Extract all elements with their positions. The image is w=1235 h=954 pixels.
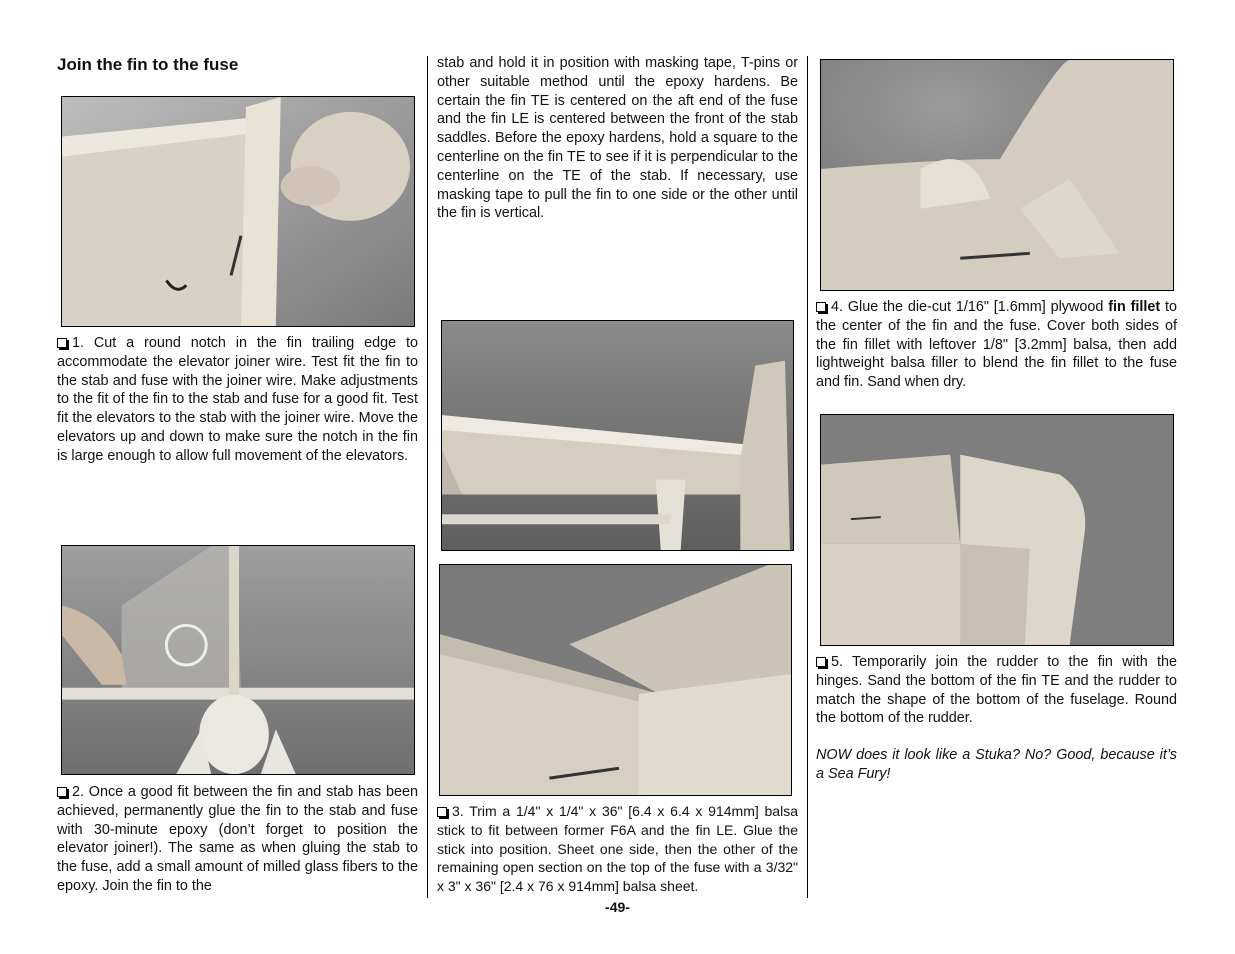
photo-rudder (820, 414, 1174, 646)
photo-fin-fillet (820, 59, 1174, 291)
photo-fin-notch (61, 96, 415, 327)
photo-balsa-stick (439, 564, 792, 796)
column-rule-right (807, 56, 808, 898)
step-2-continued-text: stab and hold it in position with masking tape, T-pins or other suitable method until the epoxy hardens. Be certain the fin TE is centered on the aft end of the fuse and the fin LE is centered between the front of the stab saddles. Before the epoxy hardens, hold a square to the centerline on the fin TE to see if it is perpendicular to the centerline on the TE of the stab. If necessary, use masking tape to pull the fin to one side or the other until the fin is vertical. (437, 55, 798, 222)
step-2-text: 2. Once a good fit between the fin and stab has been achieved, permanently glue the fin to the stab and fuse with 30-minute epoxy (don’t forget to position the elevator joiner!). The same as when gluing the stab to the fuse, add a small amount of milled glass fibers to the epoxy. Join the fin to the (57, 784, 418, 894)
closing-note: NOW does it look like a Stuka? No? Good, because it’s a Sea Fury! (816, 747, 1177, 782)
photo-fuse-side (441, 320, 794, 551)
checkbox-icon[interactable] (57, 338, 67, 348)
step-1-text: 1. Cut a round notch in the fin trailing edge to accommodate the elevator joiner wire. Test fit the fin to the stab and fuse with the joiner wire. Make adjustments to the fit of the fin to the stab and fuse for a good fit. Test fit the elevators to the stab with the joiner wire. Move the elevators up and down to make sure the notch in the fin is large enough to allow full movement of the elevators. (57, 335, 418, 464)
checkbox-icon[interactable] (437, 807, 447, 817)
step-3-text: 3. Trim a 1/4" x 1/4" x 36" [6.4 x 6.4 x 914mm] balsa stick to fit between former F6A and the fin LE. Glue the stick into position. Sheet one side, then the other of the remaining open section on the top of the fuse with a 3/32" x 3" x 36" [2.4 x 76 x 914mm] balsa sheet. (437, 803, 798, 895)
column-rule-left (427, 56, 428, 898)
checkbox-icon[interactable] (57, 787, 67, 797)
checkbox-icon[interactable] (816, 657, 826, 667)
step-5-text: 5. Temporarily join the rudder to the fin with the hinges. Sand the bottom of the fin TE and the rudder to match the shape of the bottom of the fuselage. Round the bottom of the rudder. (816, 654, 1177, 727)
photo-fin-on-stab (61, 545, 415, 775)
checkbox-icon[interactable] (816, 302, 826, 312)
step-4-text: 4. Glue the die-cut 1/16" [1.6mm] plywood fin fillet to the center of the fin and the fuse. Cover both sides of the fin fillet with leftover 1/8" [3.2mm] balsa, then add lightweight balsa filler to blend the fin fillet to the fuse and fin. Sand when dry. (816, 299, 1177, 391)
page-number: -49- (605, 899, 630, 915)
section-heading: Join the fin to the fuse (57, 55, 239, 74)
